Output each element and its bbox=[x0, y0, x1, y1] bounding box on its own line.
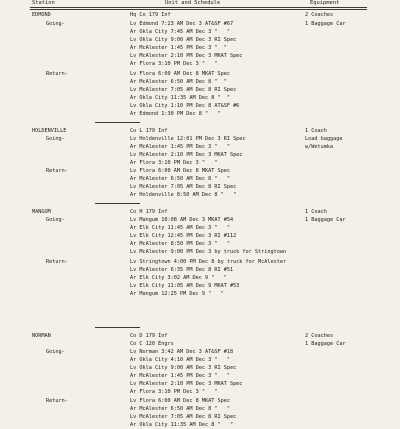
schedule-row bbox=[0, 94, 400, 102]
schedule-text: Lv Holdenville 12:01 PM Dec 3 RI Spec bbox=[130, 136, 246, 142]
section-divider bbox=[95, 327, 140, 328]
schedule-row bbox=[0, 167, 400, 175]
schedule-row bbox=[0, 70, 400, 78]
equipment-text: 1 Baggage Car bbox=[305, 341, 346, 347]
header-rule bbox=[30, 9, 367, 10]
schedule-text: Lv Okla City 1:10 PM Dec 8 AT&SF #6 bbox=[130, 103, 240, 109]
section-divider bbox=[95, 203, 140, 204]
schedule-text: Lv Flora 6:00 AM Dec 8 MKAT Spec bbox=[130, 168, 230, 174]
schedule-text: Co D 179 Inf bbox=[130, 333, 168, 339]
schedule-text: Ar Holdenville 8:50 AM Dec 8 " " bbox=[130, 192, 237, 198]
leg-label: Going- bbox=[46, 21, 65, 27]
equipment-text: 2 Coaches bbox=[305, 333, 334, 339]
schedule-row bbox=[0, 183, 400, 191]
schedule-text: Lv McAlester 7:05 AM Dec 8 RI Spec bbox=[130, 87, 237, 93]
schedule-row bbox=[0, 151, 400, 159]
schedule-text: Ar Flora 3:10 PM Dec 3 " " bbox=[130, 61, 218, 67]
schedule-row bbox=[0, 52, 400, 60]
schedule-text: Lv McAlester 2:10 PM Dec 3 MKAT Spec bbox=[130, 152, 243, 158]
schedule-text: Hq Co 179 Inf bbox=[130, 12, 171, 18]
leg-label: Going- bbox=[46, 217, 65, 223]
schedule-text: Lv Edmond 7:23 AM Dec 3 AT&SF #67 bbox=[130, 21, 234, 27]
schedule-row bbox=[0, 20, 400, 28]
schedule-row bbox=[0, 208, 400, 216]
equipment-text: 1 Coach bbox=[305, 128, 327, 134]
schedule-row bbox=[0, 44, 400, 52]
schedule-text: Lv Elk City 12:45 PM Dec 3 RI #112 bbox=[130, 233, 237, 239]
schedule-text: Ar Elk City 11:45 AM Dec 3 " " bbox=[130, 225, 230, 231]
schedule-text: Ar McAlester 1:45 PM Dec 3 " " bbox=[130, 373, 230, 379]
schedule-row bbox=[0, 248, 400, 256]
leg-label: Going- bbox=[46, 136, 65, 142]
leg-label: Return- bbox=[46, 259, 68, 265]
schedule-row bbox=[0, 224, 400, 232]
schedule-text: Ar Edmond 1:30 PM Dec 8 " " bbox=[130, 111, 221, 117]
schedule-text: Lv McAlester 9:00 PM Dec 3 by truck for Stringtown bbox=[130, 249, 287, 255]
leg-label: Return- bbox=[46, 71, 68, 77]
schedule-text: Lv Okla City 9:00 AM Dec 3 RI Spec bbox=[130, 37, 237, 43]
schedule-row bbox=[0, 127, 400, 135]
schedule-row bbox=[0, 364, 400, 372]
schedule-row bbox=[0, 340, 400, 348]
schedule-row bbox=[0, 110, 400, 118]
schedule-row bbox=[0, 405, 400, 413]
equipment-text: Load baggage bbox=[305, 136, 343, 142]
schedule-text: Ar Okla City 7:45 AM Dec 3 " " bbox=[130, 29, 230, 35]
schedule-row bbox=[0, 372, 400, 380]
schedule-text: Lv Stringtown 4:00 PM Dec 8 by truck for McAlester bbox=[130, 259, 287, 265]
schedule-row bbox=[0, 274, 400, 282]
schedule-text: Lv McAlester 7:05 AM Dec 8 RI Spec bbox=[130, 414, 237, 420]
schedule-row bbox=[0, 388, 400, 396]
schedule-text: Lv McAlester 2:10 PM Dec 3 MKAT Spec bbox=[130, 53, 243, 59]
schedule-text: Ar McAlester 6:50 AM Dec 8 " " bbox=[130, 176, 230, 182]
leg-label: Going- bbox=[46, 349, 65, 355]
schedule-row bbox=[0, 332, 400, 340]
schedule-text: Co C 120 Engrs bbox=[130, 341, 174, 347]
station-name: EDMOND bbox=[32, 12, 51, 18]
schedule-text: Co H 179 Inf bbox=[130, 209, 168, 215]
station-name: NORMAN bbox=[32, 333, 51, 339]
schedule-row bbox=[0, 380, 400, 388]
schedule-row bbox=[0, 356, 400, 364]
schedule-text: Ar Flora 3:10 PM Dec 3 " " bbox=[130, 160, 218, 166]
schedule-text: Ar McAlester 8:50 PM Dec 3 " " bbox=[130, 241, 230, 247]
schedule-text: Ar McAlester 1:45 PM Dec 3 " " bbox=[130, 45, 227, 51]
equipment-text: 1 Coach bbox=[305, 209, 327, 215]
schedule-text: Ar McAlester 6:50 AM Dec 8 " " bbox=[130, 79, 227, 85]
schedule-row bbox=[0, 175, 400, 183]
schedule-row bbox=[0, 60, 400, 68]
schedule-row bbox=[0, 191, 400, 199]
schedule-row bbox=[0, 290, 400, 298]
schedule-text: Lv McAlester 7:05 AM Dec 8 RI Spec bbox=[130, 184, 237, 190]
equipment-text: 2 Coaches bbox=[305, 12, 334, 18]
schedule-text: Ar McAlester 6:50 AM Dec 8 " " bbox=[130, 406, 230, 412]
schedule-text: Ar Flora 3:10 PM Dec 3 " " bbox=[130, 389, 218, 395]
leg-label: Return- bbox=[46, 398, 68, 404]
equipment-column-header: Equipment bbox=[310, 0, 340, 6]
schedule-row bbox=[0, 143, 400, 151]
schedule-text: Ar Mangum 12:25 PM Dec 9 " " bbox=[130, 291, 224, 297]
schedule-text: Ar Elk City 3:02 AM Dec 9 " " bbox=[130, 275, 227, 281]
schedule-row bbox=[0, 258, 400, 266]
section-divider bbox=[95, 122, 140, 123]
schedule-row bbox=[0, 36, 400, 44]
schedule-row bbox=[0, 102, 400, 110]
schedule-text: Ar McAlester 1:45 PM Dec 3 " " bbox=[130, 144, 230, 150]
schedule-row bbox=[0, 159, 400, 167]
equipment-text: 1 Baggage Car bbox=[305, 21, 346, 27]
schedule-text: Lv Flora 6:00 AM Dec 8 MKAT Spec bbox=[130, 71, 230, 77]
schedule-text: Lv Norman 3:42 AM Dec 3 AT&SF #18 bbox=[130, 349, 234, 355]
schedule-text: Lv Okla City 9:00 AM Dec 3 RI Spec bbox=[130, 365, 237, 371]
schedule-row bbox=[0, 266, 400, 274]
schedule-row bbox=[0, 78, 400, 86]
schedule-row bbox=[0, 421, 400, 429]
schedule-row bbox=[0, 413, 400, 421]
schedule-text: Lv Elk City 11:05 AM Dec 9 MKAT #53 bbox=[130, 283, 240, 289]
schedule-row bbox=[0, 11, 400, 19]
station-name: HOLDENVILLE bbox=[32, 128, 67, 134]
equipment-text: 1 Baggage Car bbox=[305, 217, 346, 223]
schedule-row bbox=[0, 397, 400, 405]
schedule-row bbox=[0, 232, 400, 240]
schedule-row bbox=[0, 135, 400, 143]
schedule-text: Lv Flora 6:00 AM Dec 8 MKAT Spec bbox=[130, 398, 230, 404]
schedule-row bbox=[0, 86, 400, 94]
schedule-text: Ar Okla City 4:10 AM Dec 3 " " bbox=[130, 357, 230, 363]
schedule-row bbox=[0, 282, 400, 290]
schedule-text: Lv McAlester 6:35 PM Dec 8 RI #51 bbox=[130, 267, 234, 273]
station-name: MANGUM bbox=[32, 209, 51, 215]
schedule-text: Ar Okla City 11:35 AM Dec 8 " " bbox=[130, 422, 234, 428]
schedule-row bbox=[0, 28, 400, 36]
schedule-text: Lv McAlester 2:10 PM Dec 3 MKAT Spec bbox=[130, 381, 243, 387]
schedule-text: Ar Okla City 11:35 AM Dec 8 " " bbox=[130, 95, 230, 101]
equipment-text: w/Wetumka bbox=[305, 144, 334, 150]
unit-schedule-column-header: Unit and Schedule bbox=[165, 0, 221, 6]
leg-label: Return- bbox=[46, 168, 68, 174]
schedule-row bbox=[0, 240, 400, 248]
header-rule bbox=[30, 7, 367, 8]
schedule-row bbox=[0, 216, 400, 224]
schedule-row bbox=[0, 348, 400, 356]
schedule-text: Co L 179 Inf bbox=[130, 128, 168, 134]
schedule-text: Lv Mangum 10:08 AM Dec 3 MKAT #54 bbox=[130, 217, 234, 223]
station-column-header: Station bbox=[32, 0, 55, 6]
